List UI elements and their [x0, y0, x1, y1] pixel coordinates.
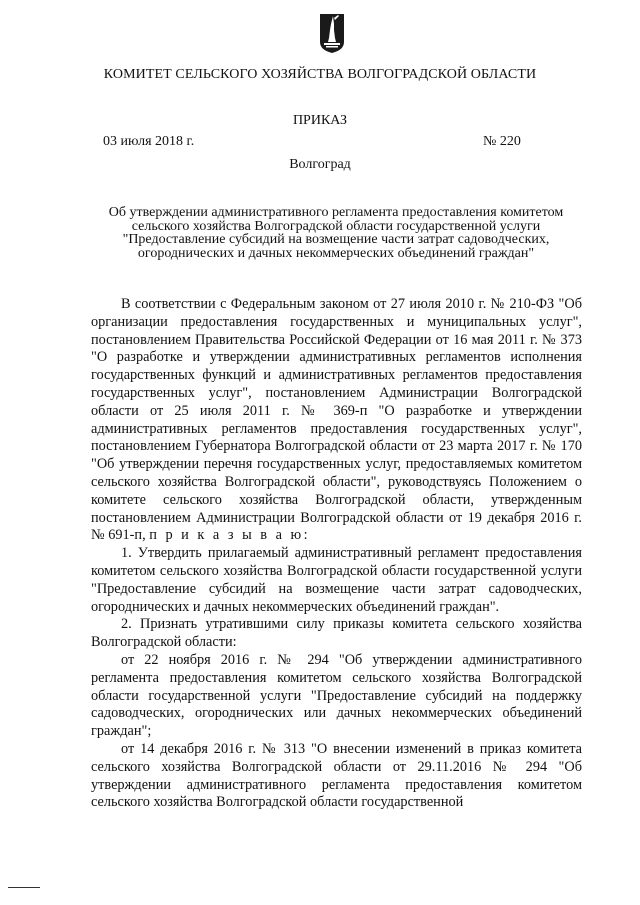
order-date: 03 июля 2018 г. [103, 134, 195, 149]
item-2-paragraph: 2. Признать утратившими силу приказы комитета сельского хозяйства Волгоградской области: [91, 616, 582, 651]
document-body [91, 296, 582, 812]
intro-text: В соответствии с Федеральным законом от 27 июля 2010 г. № 210-ФЗ "Об организации предоставления государственных и муниципальных услуг", постановлением Правительства Российской Федерации от 16 мая 2011 г. № 373 "О разработке и утверждении административных регламентов исполнения государственных функций и административных регламентов предоставления государственных услуг", постановлением Администрации Волгоградской области от 25 июля 2011 г. № 369-п "О разработке и утверждении административных регламентов предоставления государственных услуг", постановлением Губернатора Волгоградской области от 23 марта 2017 г. № 170 "Об утверждении перечня государственных услуг, предоставляемых комитетом сельского хозяйства Волгоградской области", руководствуясь Положением о комитете сельского хозяйства Волгоградской области, утвержденным постановлением Администрации Волгоградской области от 19 декабря 2016 г. № 691-п, [91, 296, 582, 544]
city: Волгоград [289, 157, 351, 172]
intro-paragraph [91, 296, 582, 545]
document-type: ПРИКАЗ [292, 113, 348, 128]
order-number: № 220 [483, 134, 521, 149]
footnote-divider [8, 887, 40, 888]
item-2b-paragraph: от 14 декабря 2016 г. № 313 "О внесении изменений в приказ комитета сельского хозяйства Волгоградской области от 29.11.2016 № 294 "Об утверждении административного регламента предоставления комитетом сельского хозяйства Волгоградской области государственной [91, 740, 582, 811]
volgograd-emblem-icon [318, 12, 346, 54]
item-2a-paragraph: от 22 ноября 2016 г. № 294 "Об утверждении административного регламента предоставления комитетом сельского хозяйства Волгоградской области государственной услуги "Предоставление субсидий на поддержку садоводческих, огороднических или дачных некоммерческих объединений граждан"; [91, 651, 582, 740]
document-subject: Об утверждении административного регламента предоставления комитетом сельского хозяйства Волгоградской области государственной услуги "Предоставление субсидий на возмещение части затрат садоводческих, огороднических и дачных некоммерческих объединений граждан" [108, 205, 564, 261]
item-1-paragraph: 1. Утвердить прилагаемый административный регламент предоставления комитетом сельского хозяйства Волгоградской области государственной услуги "Предоставление субсидий на возмещение части затрат садоводческих, огороднических и дачных некоммерческих объединений граждан". [91, 545, 582, 615]
order-word: п р и к а з ы в а ю: [149, 527, 311, 544]
ministry-title: КОМИТЕТ СЕЛЬСКОГО ХОЗЯЙСТВА ВОЛГОГРАДСКОЙ ОБЛАСТИ [103, 67, 537, 82]
